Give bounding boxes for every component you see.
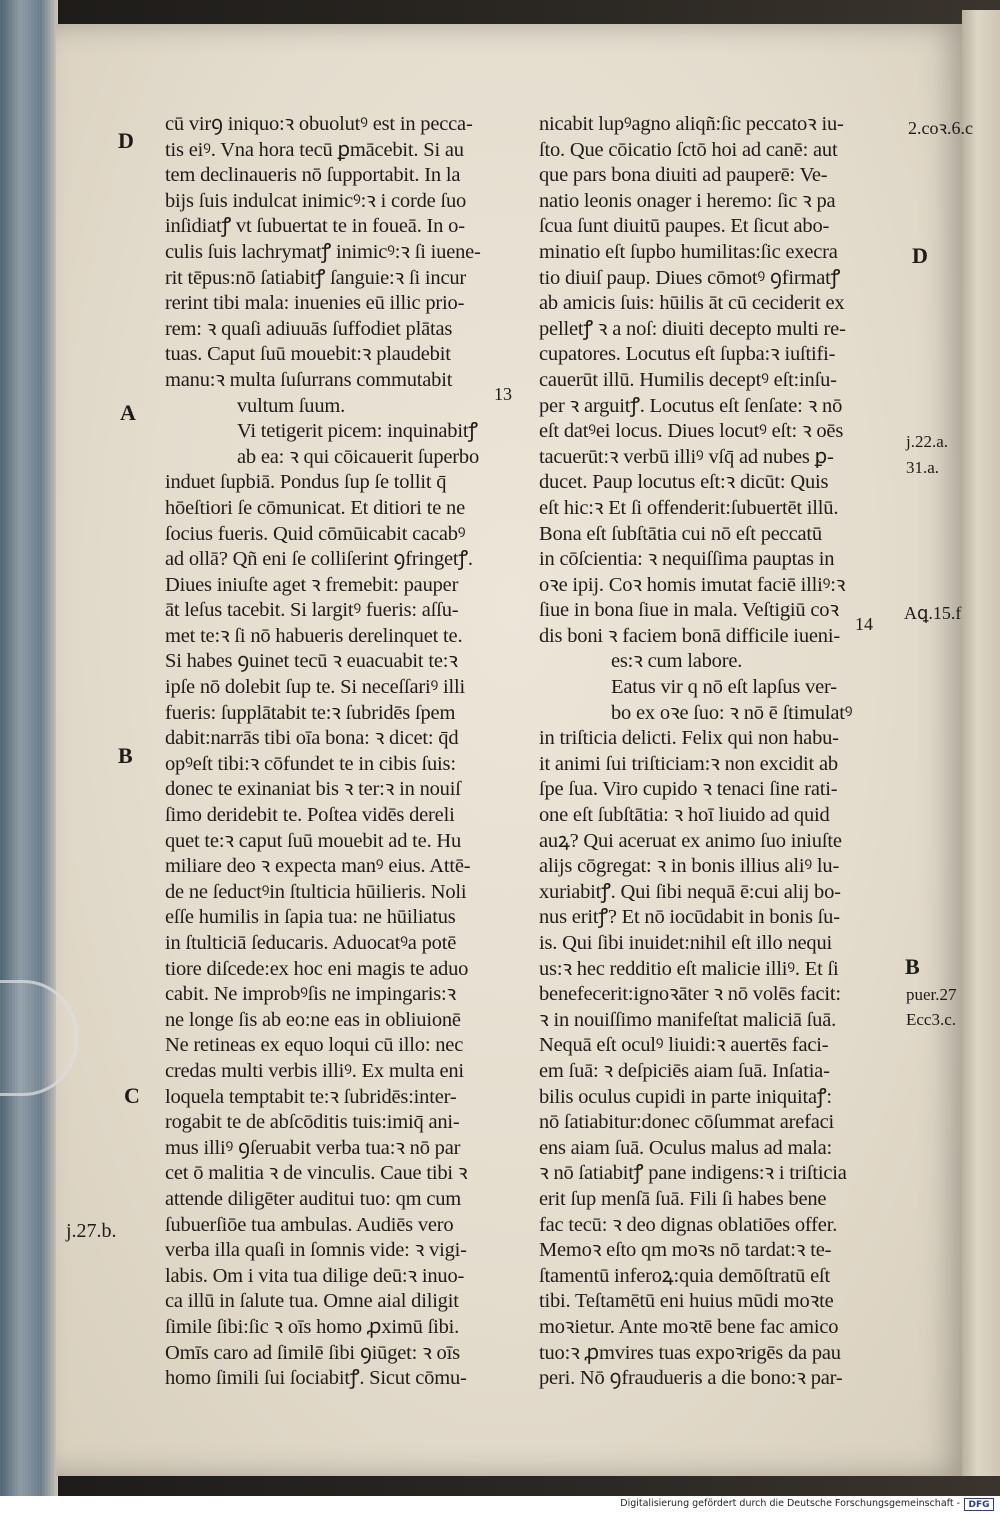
left-column-line: bijs ſuis indulcat inimicꝰ:ꝛ i corde ſuo	[165, 189, 467, 212]
left-column-line: induet ſupbiā. Pondus ſup ſe tollit q̄	[165, 471, 447, 494]
right-column-line: es:ꝛ cum labore.	[611, 650, 743, 673]
right-column-line: ꝛ in nouiſſimo manifeſtat maliciā ſuā.	[539, 1008, 837, 1031]
margin-letter-c: C	[124, 1083, 140, 1108]
right-column-line: Bona eſt ſubſtātia cui nō eſt peccatū	[539, 522, 822, 545]
left-column-line: Diues iniuſte aget ꝛ fremebit: pauper	[165, 573, 459, 596]
margin-reference-right-1b: 31.a.	[906, 458, 940, 477]
right-column-line: ꝛ nō ſatiabitꝭ pane indigens:ꝛ i triſticia	[539, 1162, 847, 1185]
left-column-line: miliare deo ꝛ expecta manꝰ eius. Attē-	[165, 855, 471, 878]
left-column-line: rit tēpus:nō ſatiabitꝭ ſanguie:ꝛ ſi incur	[165, 266, 467, 289]
facing-page-edge	[962, 10, 1000, 1476]
left-column-line: Si habes ꝯuinet tecū ꝛ euacuabit te:ꝛ	[165, 650, 458, 673]
right-column-line: tacuerūt:ꝛ verbū illiꝰ vſq̄ ad nubes ꝑ-	[539, 445, 834, 468]
right-column-line: nō ſatiabitur:donec cōſummat arefaci	[539, 1111, 835, 1134]
left-column-line: eſſe humilis in ſapia tua: ne hūiliatus	[165, 906, 456, 929]
left-column-line: ipſe nō dolebit ſup te. Si neceſſariꝰ illi	[165, 676, 466, 699]
right-column-line: natio leonis onager i heremo: ſic ꝛ pa	[539, 189, 836, 212]
right-column-line: tio diuiſ paup. Diues cōmotꝰ ꝯfirmatꝭ	[539, 266, 841, 289]
left-column-line: ne longe ſis ab eo:ne eas in obliuionē	[165, 1008, 461, 1031]
left-column-line: ab ea: ꝛ qui cōicauerit ſuperbo	[237, 445, 480, 468]
right-column-line: it animi ſui triſticiam:ꝛ non excidit ab	[539, 752, 838, 775]
right-column-line: Nequā eſt oculꝰ liuidi:ꝛ auertēs faci-	[539, 1034, 829, 1057]
left-column-line: opꝰeſt tibi:ꝛ cōfundet te in cibis ſuis:	[165, 752, 456, 775]
left-column-line: ſubuerſiōe tua ambulas. Audiēs vero	[165, 1213, 454, 1236]
left-column-line: tis eiꝰ. Vna hora tecū ꝑmācebit. Si au	[165, 138, 464, 161]
dfg-logo: DFG	[964, 1498, 994, 1511]
book-fore-edge	[0, 0, 58, 1496]
left-column-line: labis. Om i vita tua dilige deū:ꝛ inuo-	[165, 1264, 465, 1287]
left-column-line: Vi tetigerit picem: inquinabitꝭ	[237, 420, 478, 443]
right-column-line: erit ſup menſā ſuā. Fili ſi habes bene	[539, 1187, 827, 1210]
right-column-line: bo ex oꝛe ſuo: ꝛ nō ē ſtimulatꝰ	[611, 701, 853, 724]
right-column-line: Memoꝛ eſto qm moꝛs nō tardat:ꝛ te-	[539, 1239, 832, 1262]
right-column-line: que pars bona diuiti ad pauperē: Ve-	[539, 164, 828, 187]
left-text-column	[165, 112, 523, 1392]
left-column-line: cet ō malitia ꝛ de vinculis. Caue tibi ꝛ	[165, 1162, 468, 1185]
right-column-line: ſtamentū inferoꝝ:quia demōſtratū eſt	[539, 1264, 830, 1287]
left-column-line: manu:ꝛ multa ſuſurrans commutabit	[165, 368, 453, 391]
left-column-line: loquela temptabit te:ꝛ ſubridēs:inter-	[165, 1085, 457, 1108]
margin-reference-right-2: Aꝗ.15.f	[904, 603, 962, 623]
margin-letter-a: A	[120, 400, 136, 425]
left-column-line: attende diligēter auditui tuo: qm cum	[165, 1187, 462, 1210]
left-column-line: cū virꝯ iniquo:ꝛ obuolutꝰ est in pecca-	[165, 113, 473, 135]
right-column-line: benefecerit:ignoꝛāter ꝛ nō volēs facit:	[539, 983, 841, 1006]
margin-reference-right-3: puer.27	[906, 985, 957, 1004]
footer-credit-text: Digitalisierung gefördert durch die Deutsche Forschungsgemeinschaft -	[620, 1498, 960, 1509]
margin-letter-d-right: D	[912, 243, 928, 268]
left-column-line: ad ollā? Qñ eni ſe colliſerint ꝯfringetꝭ.	[165, 548, 473, 571]
right-column-line: bilis oculus cupidi in parte iniquitaꝭ:	[539, 1085, 832, 1108]
left-column-line: met te:ꝛ ſi nō habueris derelinquet te.	[165, 624, 463, 647]
right-column-line: xuriabitꝭ. Qui ſibi nequā ē:cui alij bo-	[539, 880, 841, 903]
left-column-line: quet te:ꝛ caput ſuū mouebit ad te. Hu	[165, 829, 462, 852]
margin-reference-right-top: 2.coꝛ.6.c	[908, 118, 974, 138]
margin-reference-left: j.27.b.	[66, 1220, 117, 1242]
margin-reference-right-1: j.22.a.	[906, 432, 949, 451]
left-column-line: cabit. Ne improbꝰſis ne impingaris:ꝛ	[165, 983, 457, 1006]
margin-letter-b-left: B	[118, 743, 133, 768]
right-column-line: nicabit lupꝰagno aliqñ:ſic peccatoꝛ iu-	[539, 113, 844, 135]
left-column-line: ſocius fueris. Quid cōmūicabit cacabꝰ	[165, 522, 466, 545]
right-column-line: em ſuā: ꝛ deſpiciēs aiam ſuā. Inſatia-	[539, 1059, 830, 1082]
left-column-line: dabit:narrās tibi oīa bona: ꝛ dicet: q̄d	[165, 727, 459, 750]
right-column-line: ducet. Paup locutus eſt:ꝛ dicūt: Quis	[539, 471, 829, 494]
left-column-line: ſimo deridebit te. Poſtea vidēs dereli	[165, 804, 455, 827]
right-column-line: dis boni ꝛ faciem bonā difficile iueni-	[539, 624, 840, 647]
left-column-line: rerint tibi mala: inuenies eū illic prio-	[165, 292, 465, 315]
right-column-line: one eſt ſubſtātia: ꝛ hoī liuido ad quid	[539, 804, 830, 827]
right-column-line: in cōſcientia: ꝛ nequiſſima pauptas in	[539, 548, 835, 571]
right-column-line: tibi. Teſtamētū eni huius mūdi moꝛte	[539, 1290, 834, 1313]
right-column-line: ſpe ſua. Viro cupido ꝛ tenaci ſine rati-	[539, 778, 838, 801]
right-column-line: fac tecū: ꝛ deo dignas oblatiōes offer.	[539, 1213, 838, 1236]
right-column-line: tuo:ꝛ ꝓmvires tuas expoꝛrigēs da pau	[539, 1341, 841, 1364]
right-column-line: oꝛe ipij. Coꝛ homis imutat faciē illiꝰ:ꝛ	[539, 573, 846, 596]
right-column-line: us:ꝛ hec redditio eſt malicie illiꝰ. Et ſi	[539, 957, 839, 980]
left-column-line: donec te exinaniat bis ꝛ ter:ꝛ in nouiſ	[165, 778, 461, 801]
left-column-line: ſimile ſibi:ſic ꝛ oīs homo ꝓximū ſibi.	[165, 1315, 460, 1338]
right-column-line: in triſticia delicti. Felix qui non habu-	[539, 727, 839, 750]
left-column-line: tem declinaueris nō ſupportabit. In la	[165, 164, 461, 187]
margin-letter-d-left: D	[118, 128, 134, 153]
margin-reference-right-4: Ecc3.c.	[906, 1010, 957, 1029]
left-column-line: vultum ſuum.	[237, 394, 346, 417]
left-column-line: Omīs caro ad ſimilē ſibi ꝯiūget: ꝛ oīs	[165, 1341, 460, 1364]
right-column-line: pelletꝭ ꝛ a noſ: diuiti decepto multi re-	[539, 317, 846, 340]
right-column-line: nus eritꝭ? Et nō iocūdabit in bonis ſu-	[539, 906, 840, 929]
left-column-line: rogabit te de abſcōditis tuis:imiq̄ ani-	[165, 1111, 460, 1134]
margin-letter-b-right: B	[905, 954, 920, 979]
left-column-line: fueris: ſupplātabit te:ꝛ ſubridēs ſpem	[165, 701, 456, 724]
right-column-line: Eatus vir q nō eſt lapſus ver-	[611, 676, 837, 699]
left-column-line: rem: ꝛ quaſi adiuuās ſuffodiet plātas	[165, 317, 453, 340]
right-column-line: auꝝ? Qui aceruat ex animo ſuo iniuſte	[539, 829, 842, 852]
left-column-line: in ſtulticiā ſeducaris. Aduocatꝰa potē	[165, 932, 457, 954]
right-column-line: moꝛietur. Ante moꝛtē bene fac amico	[539, 1315, 839, 1338]
right-column-line: cauerūt illū. Humilis deceptꝰ eſt:inſu-	[539, 368, 837, 391]
right-column-line: cupatores. Locutus eſt ſupba:ꝛ iuſtifi-	[539, 343, 836, 366]
left-column-line: Ne retineas ex equo loqui cū illo: nec	[165, 1034, 464, 1057]
right-column-line: ſto. Que cōicatio ſctō hoi ad canē: aut	[539, 138, 838, 161]
left-column-line: credas multi verbis illiꝰ. Ex multa eni	[165, 1059, 464, 1082]
verse-number-13: 13	[494, 384, 512, 404]
left-column-line: mus illiꝰ ꝯſeruabit verba tua:ꝛ nō par	[165, 1136, 461, 1159]
left-column-line: āt leſus tacebit. Si largitꝰ fueris: aſſu-	[165, 599, 459, 622]
left-column-line: inſidiatꝭ vt ſubuertat te in foueā. In o-	[165, 215, 465, 238]
left-column-line: hōeſtiori ſe cōmunicat. Et ditiori te ne	[165, 496, 465, 519]
right-column-line: ſcua ſunt diuitū paupes. Et ſicut abo-	[539, 215, 830, 238]
verse-number-14: 14	[855, 614, 873, 634]
left-column-line: tuas. Caput ſuū mouebit:ꝛ plaudebit	[165, 343, 451, 366]
left-column-line: verba illa quaſi in ſomnis vide: ꝛ vigi-	[165, 1239, 467, 1262]
left-column-line: de ne ſeductꝰin ſtulticia hūilieris. Noli	[165, 880, 467, 903]
right-column-line: ens aiam ſuā. Oculus malus ad mala:	[539, 1136, 833, 1159]
right-column-line: minatio eſt ſupbo humilitas:ſic execra	[539, 240, 838, 263]
right-text-column	[539, 112, 895, 1392]
right-column-line: ab amicis ſuis: hūilis āt cū ceciderit ex	[539, 292, 845, 315]
right-column-line: peri. Nō ꝯfraudueris a die bono:ꝛ par-	[539, 1367, 843, 1390]
left-column-line: ca illū in ſalute tua. Omne aial diligit	[165, 1290, 459, 1313]
right-column-line: ſiue in bona ſiue in mala. Veſtigiū coꝛ	[539, 599, 839, 622]
right-column-line: per ꝛ arguitꝭ. Locutus eſt ſenſate: ꝛ nō	[539, 394, 843, 417]
left-column-line: tiore diſcede:ex hoc eni magis te aduo	[165, 957, 469, 980]
left-column-line: culis ſuis lachrymatꝭ inimicꝰ:ꝛ ſi iuene-	[165, 240, 481, 263]
right-column-line: alijs cōgregat: ꝛ in bonis illius aliꝰ lu-	[539, 855, 840, 878]
right-column-line: eſt hic:ꝛ Et ſi offenderit:ſubuertēt illū.	[539, 496, 839, 519]
left-column-line: homo ſimili ſui ſociabitꝭ. Sicut cōmu-	[165, 1367, 467, 1390]
right-column-line: eſt datꝰei locus. Diues locutꝰ eſt: ꝛ oēs	[539, 420, 844, 443]
right-column-line: is. Qui ſibi inuidet:nihil eſt illo nequi	[539, 932, 833, 954]
